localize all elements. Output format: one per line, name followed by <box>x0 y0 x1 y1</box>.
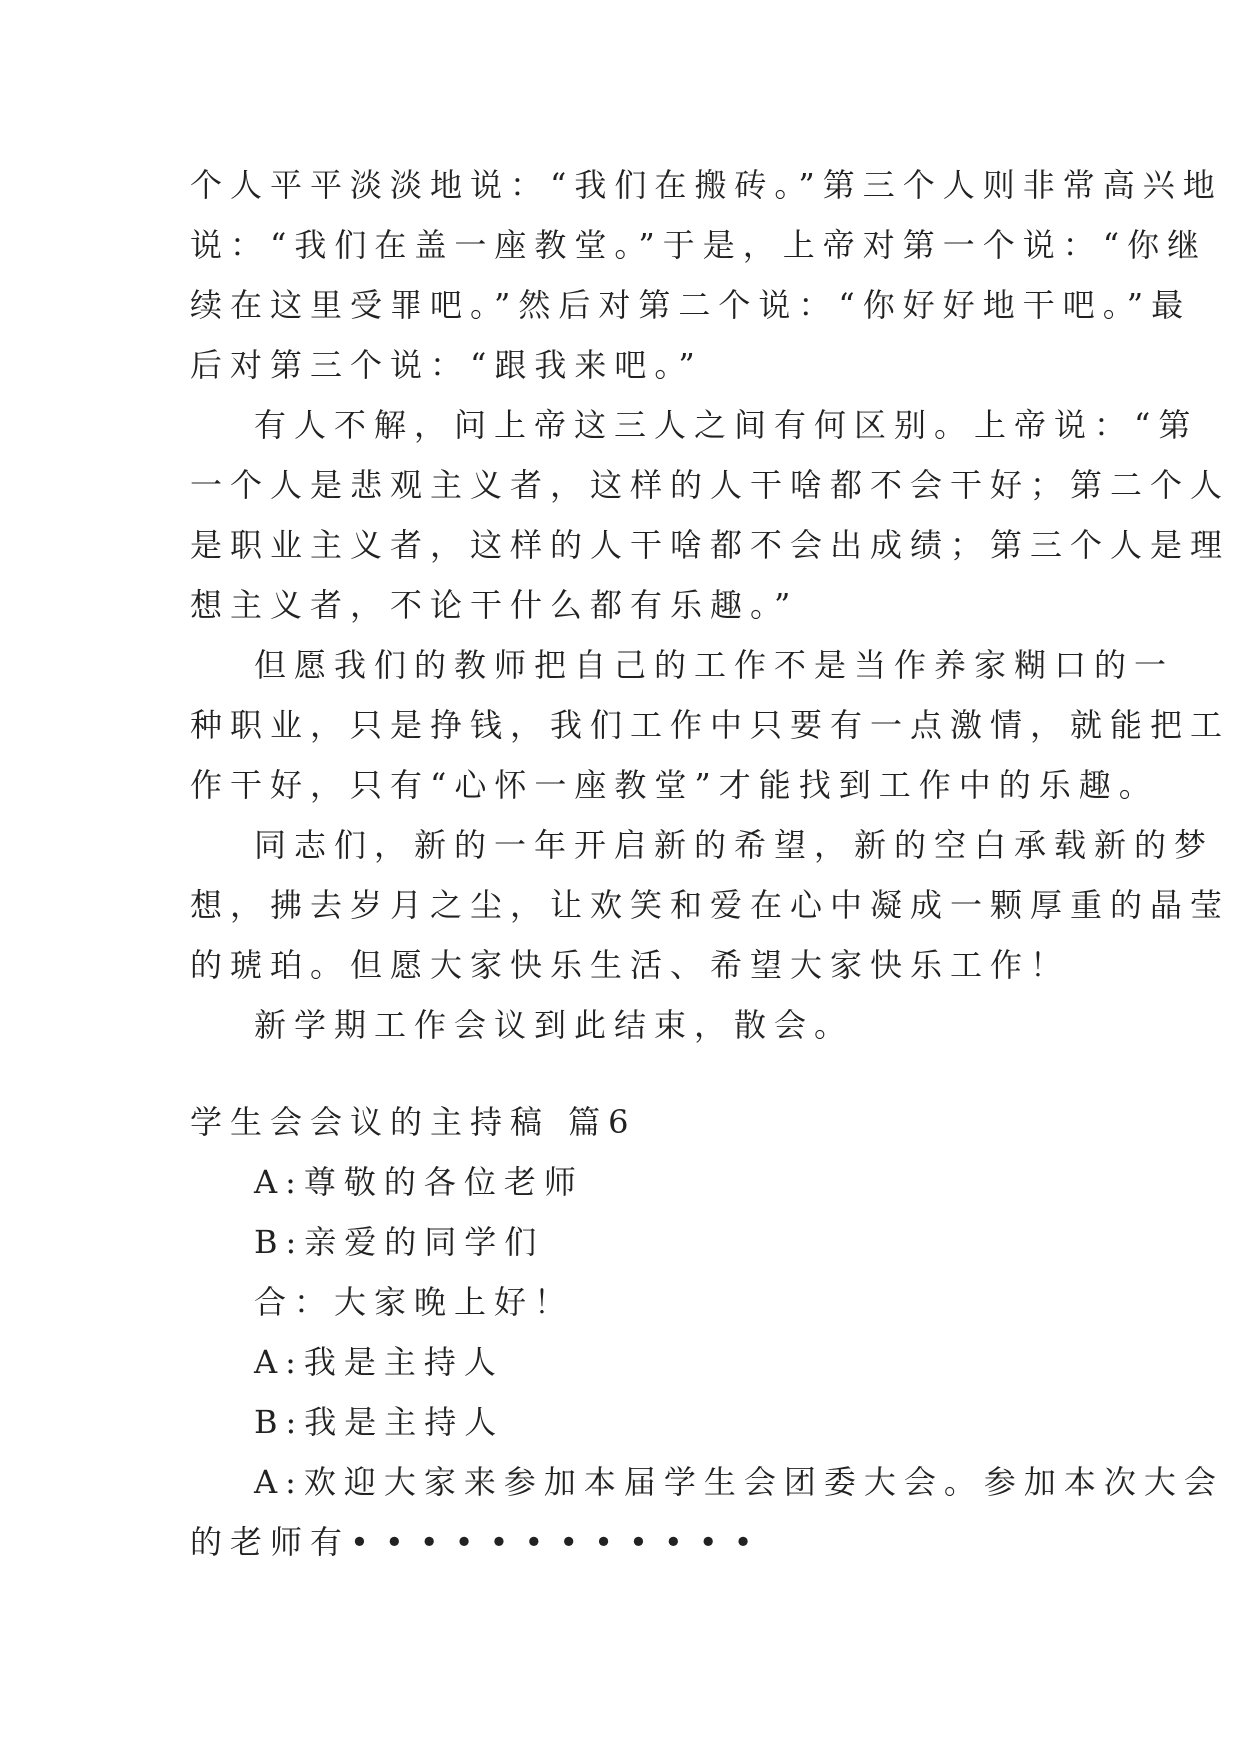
script-line: A:欢迎大家来参加本届学生会团委大会。参加本次大会 <box>254 1463 1224 1501</box>
script-line: 合：大家晚上好！ <box>254 1283 575 1321</box>
section-heading: 学生会会议的主持稿 篇6 <box>190 1103 637 1141</box>
script-line: B:亲爱的同学们 <box>254 1223 545 1261</box>
paragraph-line: 一个人是悲观主义者，这样的人干啥都不会干好；第二个人 <box>190 466 1231 504</box>
ellipsis-dots: •••••••••••• <box>350 1523 769 1561</box>
script-line: A:我是主持人 <box>254 1343 504 1381</box>
paragraph-line: 的琥珀。但愿大家快乐生活、希望大家快乐工作！ <box>190 946 1071 984</box>
paragraph-line: 个人平平淡淡地说：“我们在搬砖。”第三个人则非常高兴地 <box>190 166 1223 204</box>
paragraph-line: 种职业，只是挣钱，我们工作中只要有一点激情，就能把工 <box>190 706 1231 744</box>
paragraph-line: 说：“我们在盖一座教堂。”于是，上帝对第一个说：“你继 <box>190 226 1208 264</box>
paragraph-line: 想主义者，不论干什么都有乐趣。” <box>190 586 799 624</box>
body-text-section <box>190 155 1231 1055</box>
final-line-text: 的老师有 <box>190 1523 351 1561</box>
paragraph-line: 是职业主义者，这样的人干啥都不会出成绩；第三个人是理 <box>190 526 1231 564</box>
script-line: B:我是主持人 <box>254 1403 505 1441</box>
script-section <box>190 1092 1224 1572</box>
paragraph-line: 但愿我们的教师把自己的工作不是当作养家糊口的一 <box>254 646 1175 684</box>
paragraph-line: 同志们，新的一年开启新的希望，新的空白承载新的梦 <box>254 826 1215 864</box>
paragraph-line: 想，拂去岁月之尘，让欢笑和爱在心中凝成一颗厚重的晶莹 <box>190 886 1231 924</box>
script-line: A:尊敬的各位老师 <box>254 1163 584 1201</box>
paragraph-line: 新学期工作会议到此结束，散会。 <box>254 1006 855 1044</box>
paragraph-line: 作干好，只有“心怀一座教堂”才能找到工作中的乐趣。 <box>190 766 1159 804</box>
paragraph-line: 后对第三个说：“跟我来吧。” <box>190 346 703 384</box>
script-line-final <box>190 1512 1052 1572</box>
paragraph-line: 续在这里受罪吧。”然后对第二个说：“你好好地干吧。”最 <box>190 286 1192 324</box>
paragraph-line: 有人不解，问上帝这三人之间有何区别。上帝说：“第 <box>254 406 1199 444</box>
